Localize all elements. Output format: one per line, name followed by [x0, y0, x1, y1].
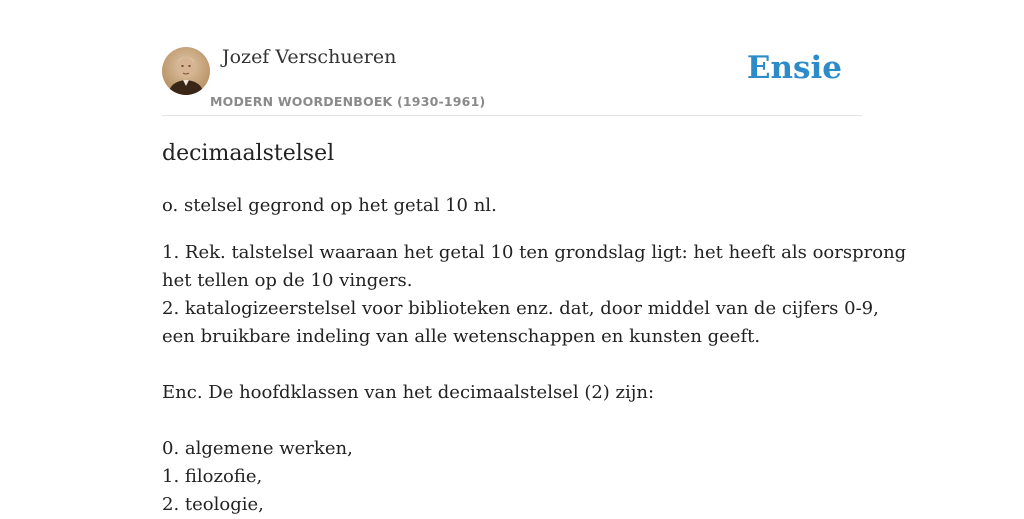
entry-summary: o. stelsel gegrond op het getal 10 nl. [162, 195, 497, 216]
entry-line: Enc. De hoofdklassen van het decimaalstelsel (2) zijn: [162, 382, 655, 403]
entry-line: 0. algemene werken, [162, 438, 353, 459]
entry-body [162, 239, 907, 519]
brand-logo[interactable]: Ensie [746, 50, 842, 86]
entry-line: het tellen op de 10 vingers. [162, 270, 413, 291]
dictionary-source[interactable]: MODERN WOORDENBOEK (1930-1961) [210, 94, 486, 109]
entry-line: 1. Rek. talstelsel waaraan het getal 10 ten grondslag ligt: het heeft als oorsprong [162, 242, 907, 263]
blank-line [162, 407, 862, 435]
avatar[interactable] [162, 47, 210, 95]
author-name[interactable]: Jozef Verschueren [222, 46, 397, 68]
entry-line: 2. teologie, [162, 494, 264, 515]
entry-line: 1. filozofie, [162, 466, 263, 487]
header [162, 0, 862, 116]
blank-line [162, 351, 862, 379]
author-portrait-icon [162, 47, 210, 95]
page [162, 0, 907, 515]
entry-line: 2. katalogizeerstelsel voor biblioteken enz. dat, door middel van de cijfers 0-9, [162, 298, 879, 319]
entry-line: een bruikbare indeling van alle wetenschappen en kunsten geeft. [162, 326, 761, 347]
entry-title: decimaalstelsel [162, 141, 335, 166]
